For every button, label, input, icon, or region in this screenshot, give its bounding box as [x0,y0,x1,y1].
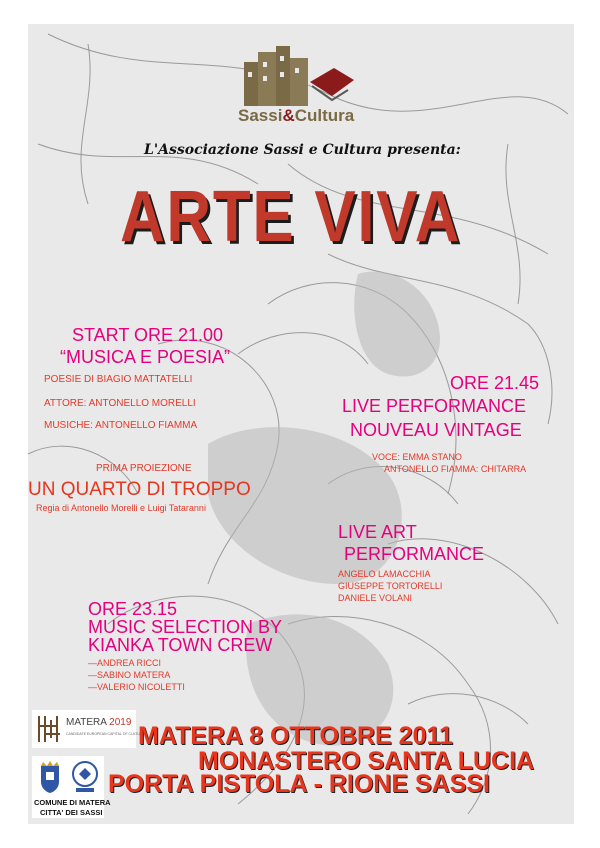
poesie-credit: POESIE DI BIAGIO MATTATELLI [44,374,193,385]
start-time: START ORE 21.00 [72,325,224,345]
ore-2145: ORE 21.45 [450,373,540,393]
comune-matera-logo [32,756,111,818]
matera-logo-text: MATERA [66,717,107,728]
event-title: ARTE VIVA [120,177,462,257]
live-performance: LIVE PERFORMANCE [342,396,527,416]
matera-2019-logo [32,710,145,748]
prima-proiezione: PRIMA PROIEZIONE [96,463,192,474]
poster [28,24,574,824]
comune-line1: COMUNE DI MATERA [34,798,111,807]
matera-logo-subtitle: CANDIDATE EUROPEAN CAPITAL OF CULTURE [66,732,145,736]
footer-venue: MONASTERO SANTA LUCIA [198,747,535,775]
musica-poesia: “MUSICA E POESIA” [60,347,231,367]
music-selection: MUSIC SELECTION BY [88,617,283,637]
matera-logo-year: 2019 [109,717,132,728]
dj-1: —ANDREA RICCI [88,658,162,668]
art-performance: PERFORMANCE [344,544,485,564]
regia-credit: Regia di Antonello Morelli e Luigi Tataranni [36,503,206,513]
kianka-crew: KIANKA TOWN CREW [88,635,273,655]
brand-name: Sassi&Cultura [238,106,355,125]
attore-credit: ATTORE: ANTONELLO MORELLI [44,398,196,409]
chitarra-credit: ANTONELLO FIAMMA: CHITARRA [384,464,527,474]
footer-location: PORTA PISTOLA - RIONE SASSI [108,770,490,798]
presents-line: L'Associazione Sassi e Cultura presenta: [144,142,461,158]
dj-2: —SABINO MATERA [88,670,171,680]
coat-of-arms-icon [38,760,62,794]
comune-line2: CITTA' DEI SASSI [40,808,103,817]
voce-credit: VOCE: EMMA STANO [372,452,462,462]
artist-3: DANIELE VOLANI [338,593,413,603]
footer-date: MATERA 8 OTTOBRE 2011 [138,722,453,750]
dj-3: —VALERIO NICOLETTI [88,682,185,692]
nouveau-vintage: NOUVEAU VINTAGE [350,420,522,440]
musiche-credit: MUSICHE: ANTONELLO FIAMMA [44,420,198,431]
sassi-cultura-logo-icon [238,42,356,114]
artist-2: GIUSEPPE TORTORELLI [338,581,443,591]
film-title: UN QUARTO DI TROPPO [28,479,251,500]
artist-1: ANGELO LAMACCHIA [338,569,431,579]
matera-mark-icon [36,714,64,744]
certification-icon [70,760,100,794]
live-art: LIVE ART [338,522,417,542]
ore-2315: ORE 23.15 [88,599,178,619]
